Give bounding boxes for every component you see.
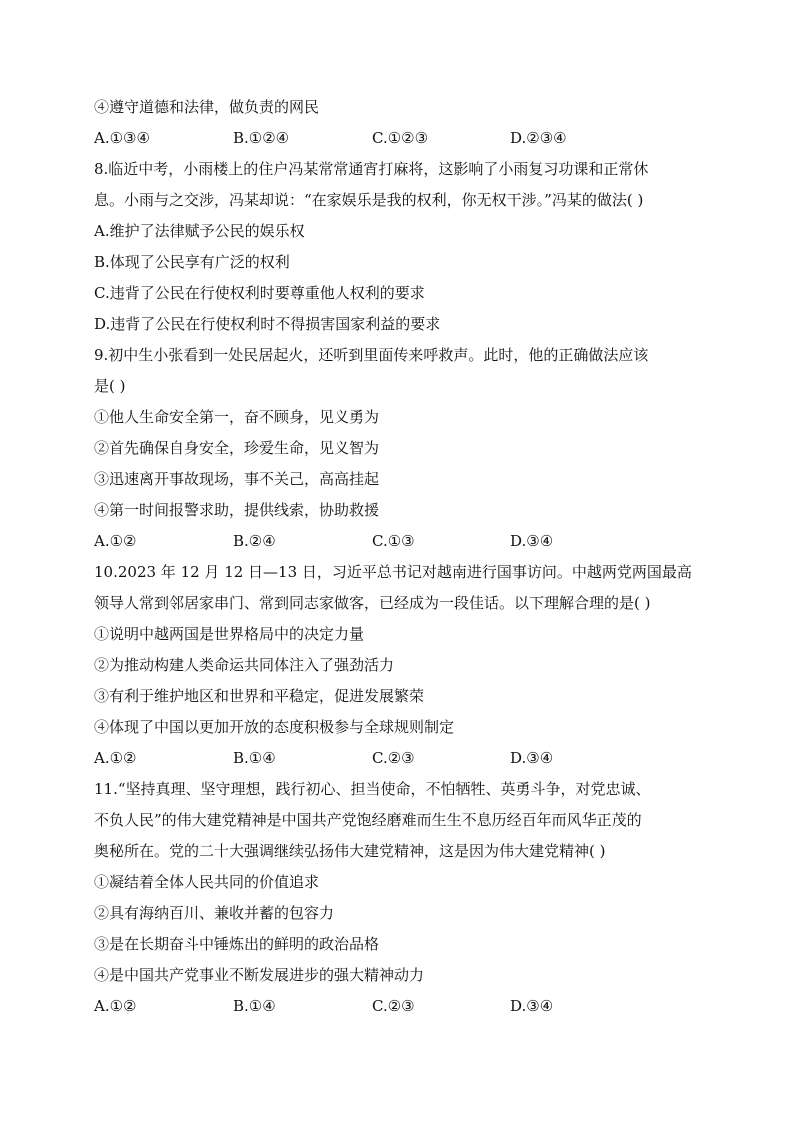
- q11-item-4: ④是中国共产党事业不断发展进步的强大精神动力: [94, 966, 425, 984]
- q11-stem-line-1: 11.“坚持真理、坚守理想，践行初心、担当使命，不怕牺牲、英勇斗争，对党忠诚、: [94, 780, 651, 798]
- exam-page: [94, 92, 704, 1022]
- q8-option-a: A.维护了法律赋予公民的娱乐权: [94, 222, 305, 240]
- q9-option-c: C.①③: [372, 532, 415, 550]
- q9-options: [94, 526, 704, 557]
- q11-item-3: ③是在长期奋斗中锤炼出的鲜明的政治品格: [94, 935, 380, 953]
- q9-item-3: ③迅速离开事故现场，事不关己，高高挂起: [94, 470, 380, 488]
- q9-stem-line-2: 是( ): [94, 377, 126, 395]
- q9-option-b: B.②④: [233, 532, 276, 550]
- q7-option-b: B.①②④: [233, 129, 290, 147]
- q9-stem-line-1: 9.初中生小张看到一处民居起火，还听到里面传来呼救声。此时，他的正确做法应该: [94, 346, 649, 364]
- q7-option-d: D.②③④: [510, 129, 567, 147]
- q8-stem-line-2: 息。小雨与之交涉，冯某却说：“在家娱乐是我的权利，你无权干涉。”冯某的做法( ): [94, 191, 644, 209]
- q11-option-a: A.①②: [94, 997, 137, 1015]
- q10-item-3: ③有利于维护地区和世界和平稳定，促进发展繁荣: [94, 687, 425, 705]
- q10-stem-line-1: 10.2023 年 12 月 12 日—13 日，习近平总书记对越南进行国事访问。中越两党两国最高: [94, 563, 692, 581]
- q10-stem-line-2: 领导人常到邻居家串门、常到同志家做客，已经成为一段佳话。以下理解合理的是( ): [94, 594, 651, 612]
- q10-option-d: D.③④: [510, 749, 554, 767]
- q10-item-2: ②为推动构建人类命运共同体注入了强劲活力: [94, 656, 395, 674]
- q11-stem-line-3: 奥秘所在。党的二十大强调继续弘扬伟大建党精神，这是因为伟大建党精神( ): [94, 842, 606, 860]
- q7-item-4: ④遵守道德和法律，做负责的网民: [94, 98, 320, 116]
- q10-item-1: ①说明中越两国是世界格局中的决定力量: [94, 625, 365, 643]
- q7-options: [94, 123, 704, 154]
- q10-option-a: A.①②: [94, 749, 137, 767]
- q8-option-c: C.违背了公民在行使权利时要尊重他人权利的要求: [94, 284, 425, 302]
- q10-option-b: B.①④: [233, 749, 276, 767]
- q11-option-b: B.①④: [233, 997, 276, 1015]
- q11-item-1: ①凝结着全体人民共同的价值追求: [94, 873, 320, 891]
- q9-item-1: ①他人生命安全第一，奋不顾身，见义勇为: [94, 408, 380, 426]
- q8-stem-line-1: 8.临近中考，小雨楼上的住户冯某常常通宵打麻将，这影响了小雨复习功课和正常休: [94, 160, 649, 178]
- q9-item-2: ②首先确保自身安全，珍爱生命，见义智为: [94, 439, 380, 457]
- q10-item-4: ④体现了中国以更加开放的态度积极参与全球规则制定: [94, 718, 455, 736]
- q11-options: [94, 991, 704, 1022]
- q11-stem-line-2: 不负人民”的伟大建党精神是中国共产党饱经磨难而生生不息历经百年而风华正茂的: [94, 811, 642, 829]
- q9-option-d: D.③④: [510, 532, 554, 550]
- q7-option-a: A.①③④: [94, 129, 150, 147]
- q8-option-d: D.违背了公民在行使权利时不得损害国家利益的要求: [94, 315, 441, 333]
- q10-options: [94, 743, 704, 774]
- q11-item-2: ②具有海纳百川、兼收并蓄的包容力: [94, 904, 335, 922]
- q10-option-c: C.②③: [372, 749, 415, 767]
- q11-option-d: D.③④: [510, 997, 554, 1015]
- q8-option-b: B.体现了公民享有广泛的权利: [94, 253, 290, 271]
- q9-option-a: A.①②: [94, 532, 137, 550]
- q11-option-c: C.②③: [372, 997, 415, 1015]
- q7-option-c: C.①②③: [372, 129, 429, 147]
- q9-item-4: ④第一时间报警求助，提供线索，协助救援: [94, 501, 380, 519]
